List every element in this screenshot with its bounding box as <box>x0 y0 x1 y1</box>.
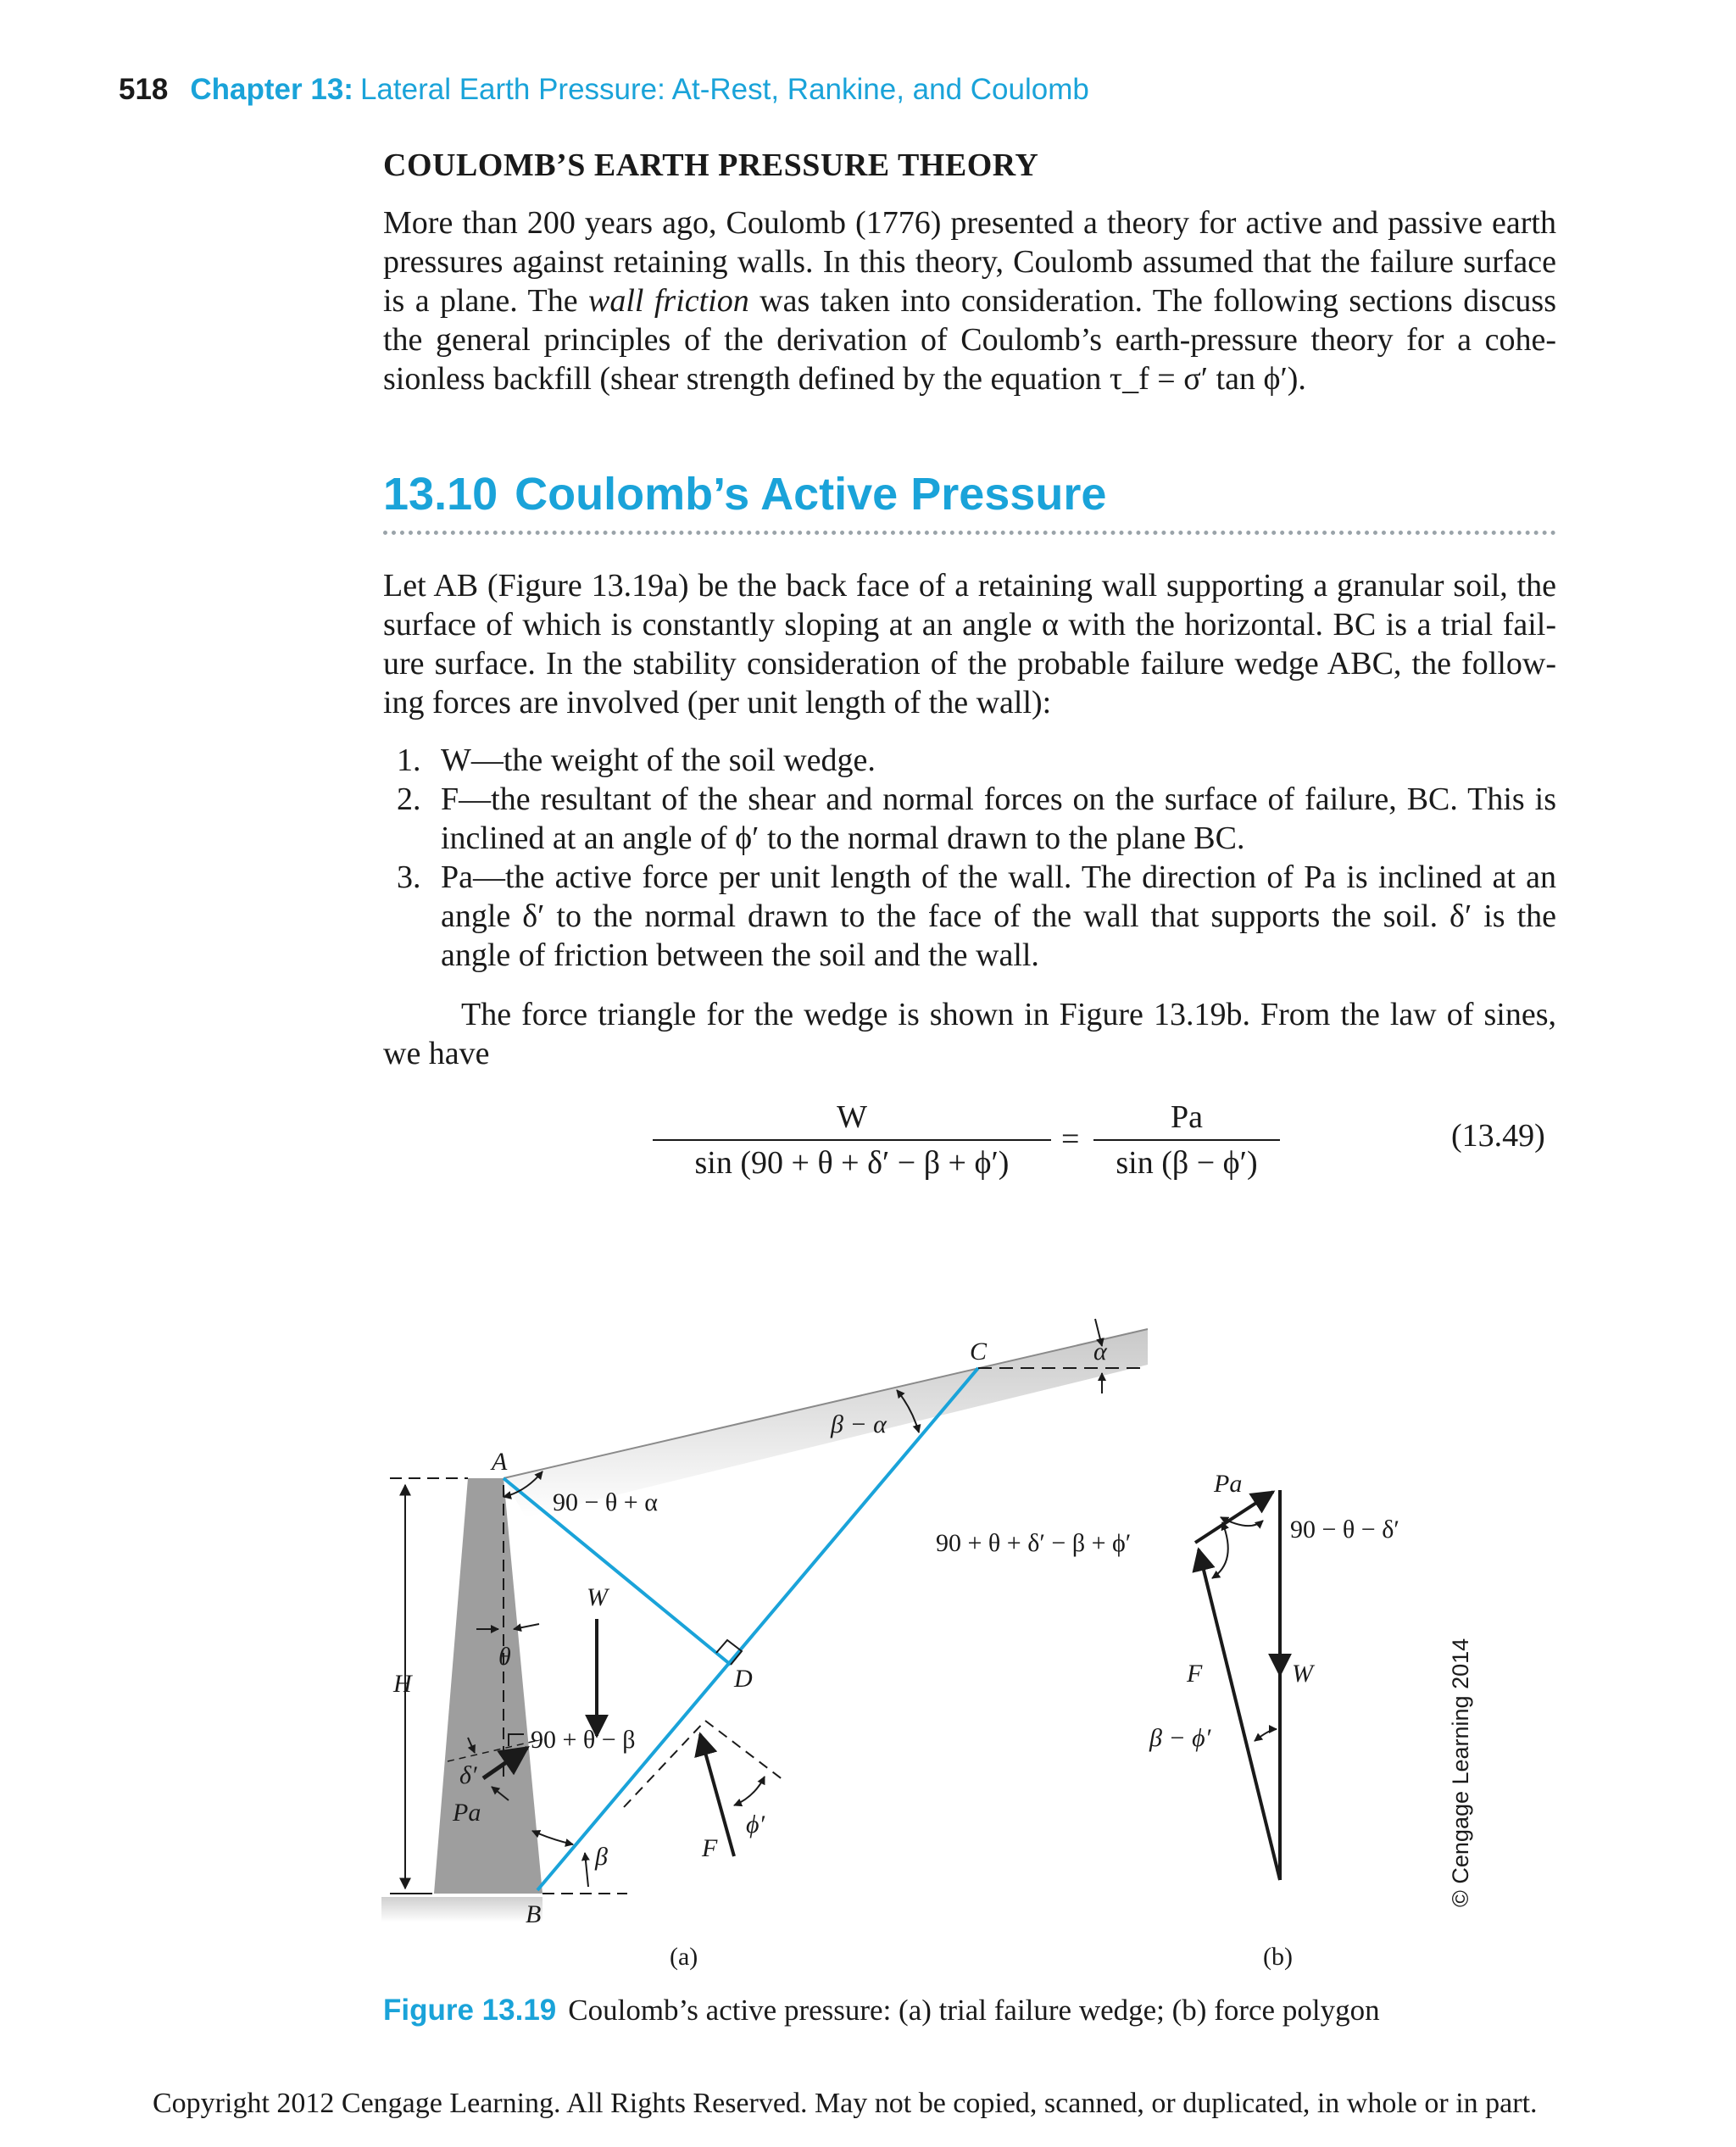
label-phi: ϕ′ <box>746 1810 765 1838</box>
p2-line-2: we have <box>383 1036 490 1071</box>
page-number: 518 <box>119 73 169 106</box>
eq-lhs-numerator: W <box>837 1099 867 1135</box>
p2-line-1: The force triangle for the wedge is shown in Figure 13.19b. From the law of sines, <box>461 997 1556 1032</box>
retaining-wall <box>434 1478 542 1894</box>
copyright-footer: Copyright 2012 Cengage Learning. All Rights Reserved. May not be copied, scanned, or duplicated, in whole or in part. <box>153 2088 1538 2119</box>
label-b: B <box>526 1900 542 1928</box>
normal-to-bc-dash <box>624 1721 705 1807</box>
figure-caption-label: Figure 13.19 <box>383 1994 557 2027</box>
label-f-b: F <box>1187 1660 1203 1688</box>
beta-arrow <box>585 1853 588 1887</box>
pa-arrow-b <box>1195 1492 1273 1543</box>
label-90-theta-delta: 90 − θ − δ′ <box>1290 1516 1399 1544</box>
label-w-b: W <box>1292 1660 1313 1688</box>
label-alpha: α <box>1093 1338 1107 1366</box>
beta-minus-phi-arc <box>1255 1729 1277 1741</box>
figure-credit: © Cengage Learning 2014 <box>1448 1638 1473 1907</box>
label-c: C <box>970 1338 988 1366</box>
list-number: 2. <box>397 781 421 817</box>
label-subfigure-b: (b) <box>1263 1943 1293 1971</box>
intro-heading: COULOMB’S EARTH PRESSURE THEORY <box>383 147 1039 183</box>
angle-arc-at-b <box>532 1831 573 1844</box>
label-f-a: F <box>702 1834 718 1862</box>
label-pa-a: Pa <box>453 1799 481 1827</box>
ground-shading <box>381 1897 542 1922</box>
list-item-line: Pa—the active force per unit length of the wall. The direction of Pa is inclined at an <box>441 859 1556 895</box>
label-delta: δ′ <box>459 1761 477 1789</box>
intro-line-4: the general principles of the derivation of Coulomb’s earth-pressure theory for a cohe- <box>383 322 1556 358</box>
label-beta: β <box>595 1843 608 1871</box>
label-beta-minus-phi: β − ϕ′ <box>1149 1724 1211 1752</box>
intro-emphasis: wall friction <box>588 283 749 319</box>
eq-rhs-numerator: Pa <box>1171 1099 1203 1135</box>
label-pa-b: Pa <box>1214 1470 1243 1498</box>
list-item-line: W—the weight of the soil wedge. <box>441 743 876 778</box>
eq-number: (13.49) <box>1451 1118 1545 1154</box>
f-arrow-b <box>1199 1549 1280 1880</box>
p1-line-1: Let AB (Figure 13.19a) be the back face of a retaining wall supporting a granular soil, the <box>383 568 1556 603</box>
normal-to-bc-dash-2 <box>705 1721 783 1780</box>
label-theta: θ <box>498 1643 511 1671</box>
list-item-line: inclined at an angle of ϕ′ to the normal drawn to the plane BC. <box>441 820 1245 856</box>
figure-caption-text: Coulomb’s active pressure: (a) trial failure wedge; (b) force polygon <box>568 1994 1380 2027</box>
chapter-label: Chapter 13: <box>190 73 353 106</box>
p1-line-3: ure surface. In the stability consideration of the probable failure wedge ABC, the follow- <box>383 646 1556 681</box>
list-number: 3. <box>397 859 421 895</box>
theta-arrow-right <box>514 1624 539 1629</box>
label-90-theta-beta: 90 + θ − β <box>531 1726 636 1754</box>
intro-line-5: sionless backfill (shear strength defined by the equation τ_f = σ′ tan ϕ′). <box>383 361 1306 397</box>
intro-line-3-post: was taken into consideration. The following sections discuss <box>760 283 1557 319</box>
figure-labels <box>392 1338 1399 1971</box>
intro-line-2: pressures against retaining walls. In this theory, Coulomb assumed that the failure surface <box>383 244 1556 280</box>
phi-arc <box>734 1777 765 1805</box>
intro-line-1: More than 200 years ago, Coulomb (1776) presented a theory for active and passive earth <box>383 205 1556 241</box>
label-big-angle: 90 + θ + δ′ − β + ϕ′ <box>936 1529 1132 1557</box>
list-item-line: F—the resultant of the shear and normal forces on the surface of failure, BC. This is <box>441 781 1556 817</box>
list-number: 1. <box>397 743 421 778</box>
label-w-a: W <box>587 1583 608 1611</box>
list-item-line: angle of friction between the soil and the wall. <box>441 937 1039 973</box>
chapter-title: Lateral Earth Pressure: At-Rest, Rankine, and Coulomb <box>359 73 1089 106</box>
eq-equals: = <box>1061 1121 1080 1157</box>
eq-lhs-denominator: sin (90 + θ + δ′ − β + ϕ′) <box>694 1145 1010 1181</box>
p1-line-4: ing forces are involved (per unit length of the wall): <box>383 685 1052 720</box>
label-d: D <box>734 1665 753 1693</box>
list-item-line: angle δ′ to the normal drawn to the face of the wall that supports the soil. δ′ is the <box>441 898 1556 934</box>
label-90-theta-alpha: 90 − θ + α <box>553 1488 658 1516</box>
p1-line-2: surface of which is constantly sloping at an angle α with the horizontal. BC is a trial fail- <box>383 607 1556 642</box>
section-number: 13.10 <box>383 469 498 520</box>
label-subfigure-a: (a) <box>670 1943 698 1971</box>
intro-line-3-pre: is a plane. The <box>383 283 578 319</box>
label-h: H <box>393 1670 412 1698</box>
section-title: Coulomb’s Active Pressure <box>515 469 1107 520</box>
label-a: A <box>492 1448 508 1476</box>
eq-rhs-denominator: sin (β − ϕ′) <box>1116 1145 1258 1181</box>
figure-caption <box>383 1994 1380 2027</box>
label-beta-minus-alpha: β − α <box>831 1410 887 1438</box>
backfill-surface-line <box>504 1329 1148 1478</box>
